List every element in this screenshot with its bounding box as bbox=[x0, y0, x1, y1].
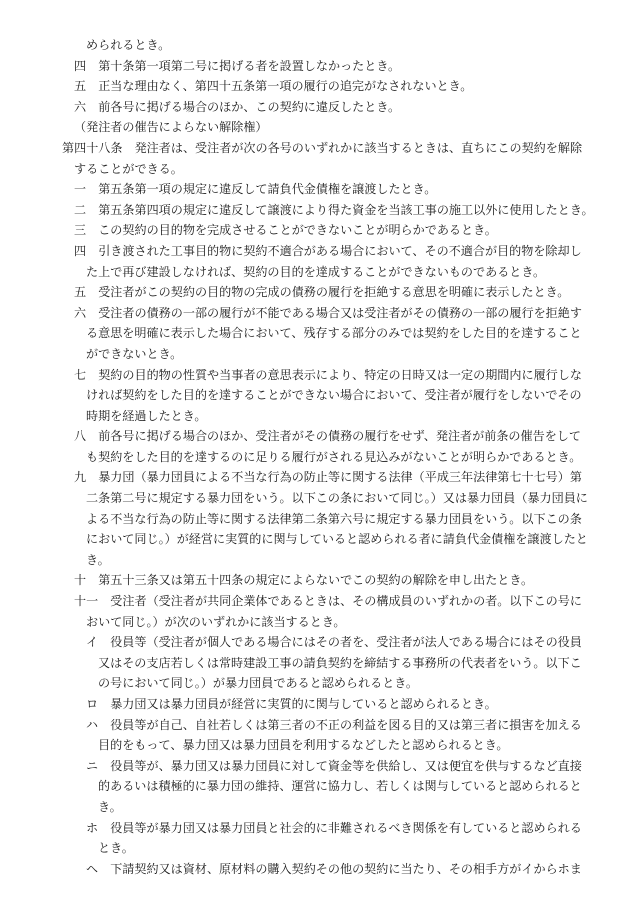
text-line: 的あるいは積極的に暴力団の維持、運営に協力し、若しくは関与していると認められると bbox=[98, 779, 582, 794]
text-line: 一 第五条第一項の規定に違反して請負代金債権を譲渡したとき。 bbox=[74, 182, 437, 197]
text-line: ができないとき。 bbox=[86, 346, 183, 361]
text-line: の号において同じ。）が暴力団員であると認められるとき。 bbox=[98, 676, 418, 691]
text-line: 十一 受注者（受注者が共同企業体であるときは、その構成員のいずれかの者。以下この号に bbox=[74, 594, 582, 609]
text-line: 九 暴力団（暴力団員による不当な行為の防止等に関する法律（平成三年法律第七十七号）第 bbox=[74, 470, 582, 485]
text-line: 六 前各号に掲げる場合のほか、この契約に違反したとき。 bbox=[74, 99, 401, 114]
text-line: ロ 暴力団又は暴力団員が経営に実質的に関与していると認められるとき。 bbox=[86, 697, 497, 711]
text-line: 五 正当な理由なく、第四十五条第一項の履行の追完がなされないとき。 bbox=[74, 79, 473, 94]
text-line: ければ契約をした目的を達することができない場合において、受注者が履行をしないでその bbox=[86, 388, 582, 403]
text-line: 七 契約の目的物の性質や当事者の意思表示により、特定の日時又は一定の期間内に履行しな bbox=[74, 367, 582, 382]
text-line: ホ 役員等が暴力団又は暴力団員と社会的に非難されるべき関係を有していると認められる bbox=[86, 820, 582, 835]
text-line: た上で再び建設しなければ、契約の目的を達成することができないものであるとき。 bbox=[86, 264, 546, 279]
text-line: 五 受注者がこの契約の目的物の完成の債務の履行を拒絶する意思を明確に表示したとき。 bbox=[74, 285, 570, 300]
text-line: 四 第十条第一項第二号に掲げる者を設置しなかったとき。 bbox=[74, 58, 401, 73]
text-line: も契約をした目的を達するのに足りる履行がされる見込みがないことが明らかであるとき。 bbox=[86, 449, 582, 464]
text-line: 目的をもって、暴力団又は暴力団員を利用するなどしたと認められるとき。 bbox=[98, 738, 509, 753]
text-line: とき。 bbox=[98, 841, 134, 856]
text-line: 六 受注者の債務の一部の履行が不能である場合又は受注者がその債務の一部の履行を拒絶す bbox=[74, 305, 582, 320]
text-line: き。 bbox=[86, 552, 110, 567]
text-line: 又はその支店若しくは常時建設工事の請負契約を締結する事務所の代表者をいう。以下こ bbox=[98, 655, 582, 670]
text-line: よる不当な行為の防止等に関する法律第二条第六号に規定する暴力団員をいう。以下この条 bbox=[86, 511, 582, 526]
text-line: められるとき。 bbox=[86, 38, 171, 52]
text-line: 第四十八条 発注者は、受注者が次の各号のいずれかに該当するときは、直ちにこの契約を解除 bbox=[62, 140, 583, 155]
text-line: 二条第二号に規定する暴力団をいう。以下この条において同じ。）又は暴力団員（暴力団員に bbox=[86, 491, 588, 506]
text-line: 四 引き渡された工事目的物に契約不適合がある場合において、その不適合が目的物を除却し bbox=[74, 243, 582, 258]
text-line: 二 第五条第四項の規定に違反して譲渡により得た資金を当該工事の施工以外に使用したとき。 bbox=[74, 202, 594, 217]
text-line: 時期を経過したとき。 bbox=[86, 408, 207, 423]
text-line: ヘ 下請契約又は資材、原材料の購入契約その他の契約に当たり、その相手方がイからホま bbox=[86, 861, 582, 876]
text-line: において同じ。）が経営に実質的に関与していると認められる者に請負代金債権を譲渡したと bbox=[86, 532, 588, 547]
text-line: 十 第五十三条又は第五十四条の規定によらないでこの契約の解除を申し出たとき。 bbox=[74, 573, 534, 588]
text-line: き。 bbox=[98, 799, 122, 814]
text-line: イ 役員等（受注者が個人である場合にはその者を、受注者が法人である場合にはその役員 bbox=[86, 635, 582, 650]
text-line: （発注者の催告によらない解除権） bbox=[74, 120, 268, 135]
text-line: することができる。 bbox=[74, 161, 183, 176]
text-line: る意思を明確に表示した場合において、残存する部分のみでは契約をした目的を達すること bbox=[86, 326, 582, 341]
text-line: 三 この契約の目的物を完成させることができないことが明らかであるとき。 bbox=[74, 223, 497, 238]
text-line: 八 前各号に掲げる場合のほか、受注者がその債務の履行をせず、発注者が前条の催告をして bbox=[74, 429, 581, 444]
text-line: ハ 役員等が自己、自社若しくは第三者の不正の利益を図る目的又は第三者に損害を加える bbox=[86, 717, 582, 732]
text-line: おいて同じ。）が次のいずれかに該当するとき。 bbox=[86, 614, 346, 629]
text-line: ニ 役員等が、暴力団又は暴力団員に対して資金等を供給し、又は便宜を供与するなど直接 bbox=[86, 758, 582, 773]
